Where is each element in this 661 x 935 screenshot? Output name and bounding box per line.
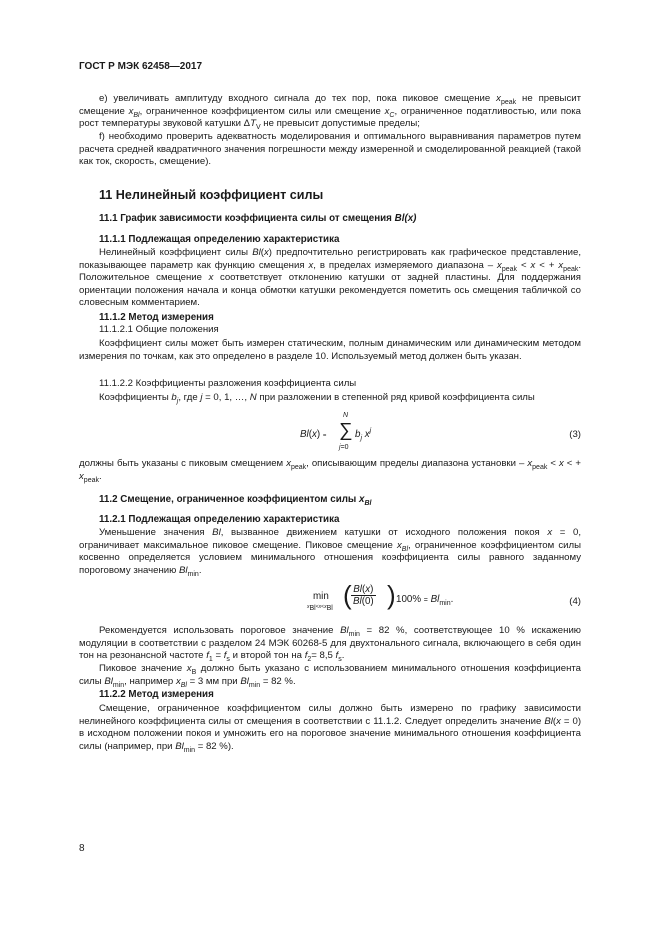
paragraph-11-2-2: Смещение, ограниченное коэффициентом силы должно быть измерено по графику зависимости нелинейного коэффициента силы от смещения в соответствии с 11.1.2. Следует определить значение Bl(x = 0) в исходном положении покоя и умножить его на пороговое значение минимального отношения коэффициента силы (например, при $Bl_{min} = 82$ %).: [79, 703, 582, 754]
paragraph-coefficients: Коэффициенты $b_j$, где j = 0, 1, …, N при разложении в степенной ряд кривой коэффициента силы: [99, 392, 535, 405]
section-11-heading: 11 Нелинейный коэффициент силы: [99, 188, 324, 202]
section-11-1-heading: 11.1 График зависимости коэффициента силы от смещения Bl(x): [99, 213, 417, 224]
page-number: 8: [79, 843, 85, 854]
section-11-1-1-heading: 11.1.1 Подлежащая определению характеристика: [99, 234, 340, 245]
paragraph-11-1-2-1: Коэффициент силы может быть измерен статическим, полным динамическим или динамическим методом измерения по точкам, как это определено в разделе 10. Используемый метод должен быть указан.: [79, 338, 581, 362]
paragraph-11-2-1: Уменьшение значения Bl, вызванное движением катушки от исходного положения покоя x = 0, ограничивает максимальное пиковое смещение. Пиковое смещение $x_{Bl}$, ограниченное коэффициентом силы косвенно определяется условием минимального отношения коэффициента силы равного заданному пороговому значению $Bl_{min}$.: [79, 527, 582, 578]
paragraph-recommendation: Рекомендуется использовать пороговое значение $Bl_{min} = 82$ %, соответствующее 10 % искажению модуляции в соответствии с разделом 24 МЭК 60268-5 для двухтонального сигнала, включающего в себя один тон на резонансной частоте $f_1 = f_s$ и второй тон на $f_2= 8,5$ $f_s$.: [79, 625, 581, 664]
paragraph-peak-value: Пиковое значение $x_B$ должно быть указано с использованием минимального отношения коэффициента силы $Bl_{min}$, например $x_{Bl} = 3$ мм при $Bl_{min} = 82$ %.: [79, 663, 582, 689]
equation-3-number: (3): [569, 429, 581, 440]
paragraph-after-eq3: должны быть указаны с пиковым смещением $x_{peak}$, описывающим пределы диапазона установки – $x_{peak} < x$ < + $x_{peak}$.: [79, 458, 582, 484]
equation-4: min $x_{Bl}<x<x_{Bl}$ ( $\frac{Bl(x)}{Bl(0)}$ ) $100\% = Bl_{min}$.: [307, 580, 454, 612]
paragraph-11-1-1: Нелинейный коэффициент силы Bl(x) предпочтительно регистрировать как графическое представление, показывающее параметр как функцию смещения x, в пределах измеряемого диапазона – $x_{peak} < x$ < + $x_{peak}$. Положительное смещение x соответствует отклонению катушки от задней пластины. Для поддержания ориентации положения начала и конца обмотки катушки рекомендуется пометить ось смещения табличкой со словесным комментарием.: [79, 247, 582, 309]
section-11-2-1-heading: 11.2.1 Подлежащая определению характеристика: [99, 514, 340, 525]
section-11-2-2-heading: 11.2.2 Метод измерения: [99, 689, 214, 700]
equation-4-number: (4): [569, 596, 581, 607]
paragraph-item-f: f) необходимо проверить адекватность моделирования и оптимального выравнивания параметров путем расчета средней квадратичного значения погрешности между измеренной и смоделированной реакцией (такой как ток, скорость, смещение).: [79, 131, 581, 168]
section-11-2-heading: 11.2 Смещение, ограниченное коэффициентом силы $x_{Bl}$: [99, 494, 372, 507]
subsection-11-1-2-2: 11.1.2.2 Коэффициенты разложения коэффициента силы: [99, 378, 357, 389]
equation-3: Bl(x) = N ∑ j=0 $b_j$ $x^j$: [300, 412, 372, 451]
document-header: ГОСТ Р МЭК 62458—2017: [79, 61, 203, 72]
section-11-1-2-heading: 11.1.2 Метод измерения: [99, 312, 214, 323]
subsection-11-1-2-1: 11.1.2.1 Общие положения: [99, 324, 219, 335]
paragraph-item-e: е) увеличивать амплитуду входного сигнала до тех пор, пока пиковое смещение $x_{peak}$ не превысит смещение $x_{Bl}$, ограниченное коэффициентом силы или смещение $x_C$, ограниченное податливостью, или пока рост температуры звуковой катушки $\Delta T_V$ не превысит допустимые пределы;: [79, 93, 581, 132]
